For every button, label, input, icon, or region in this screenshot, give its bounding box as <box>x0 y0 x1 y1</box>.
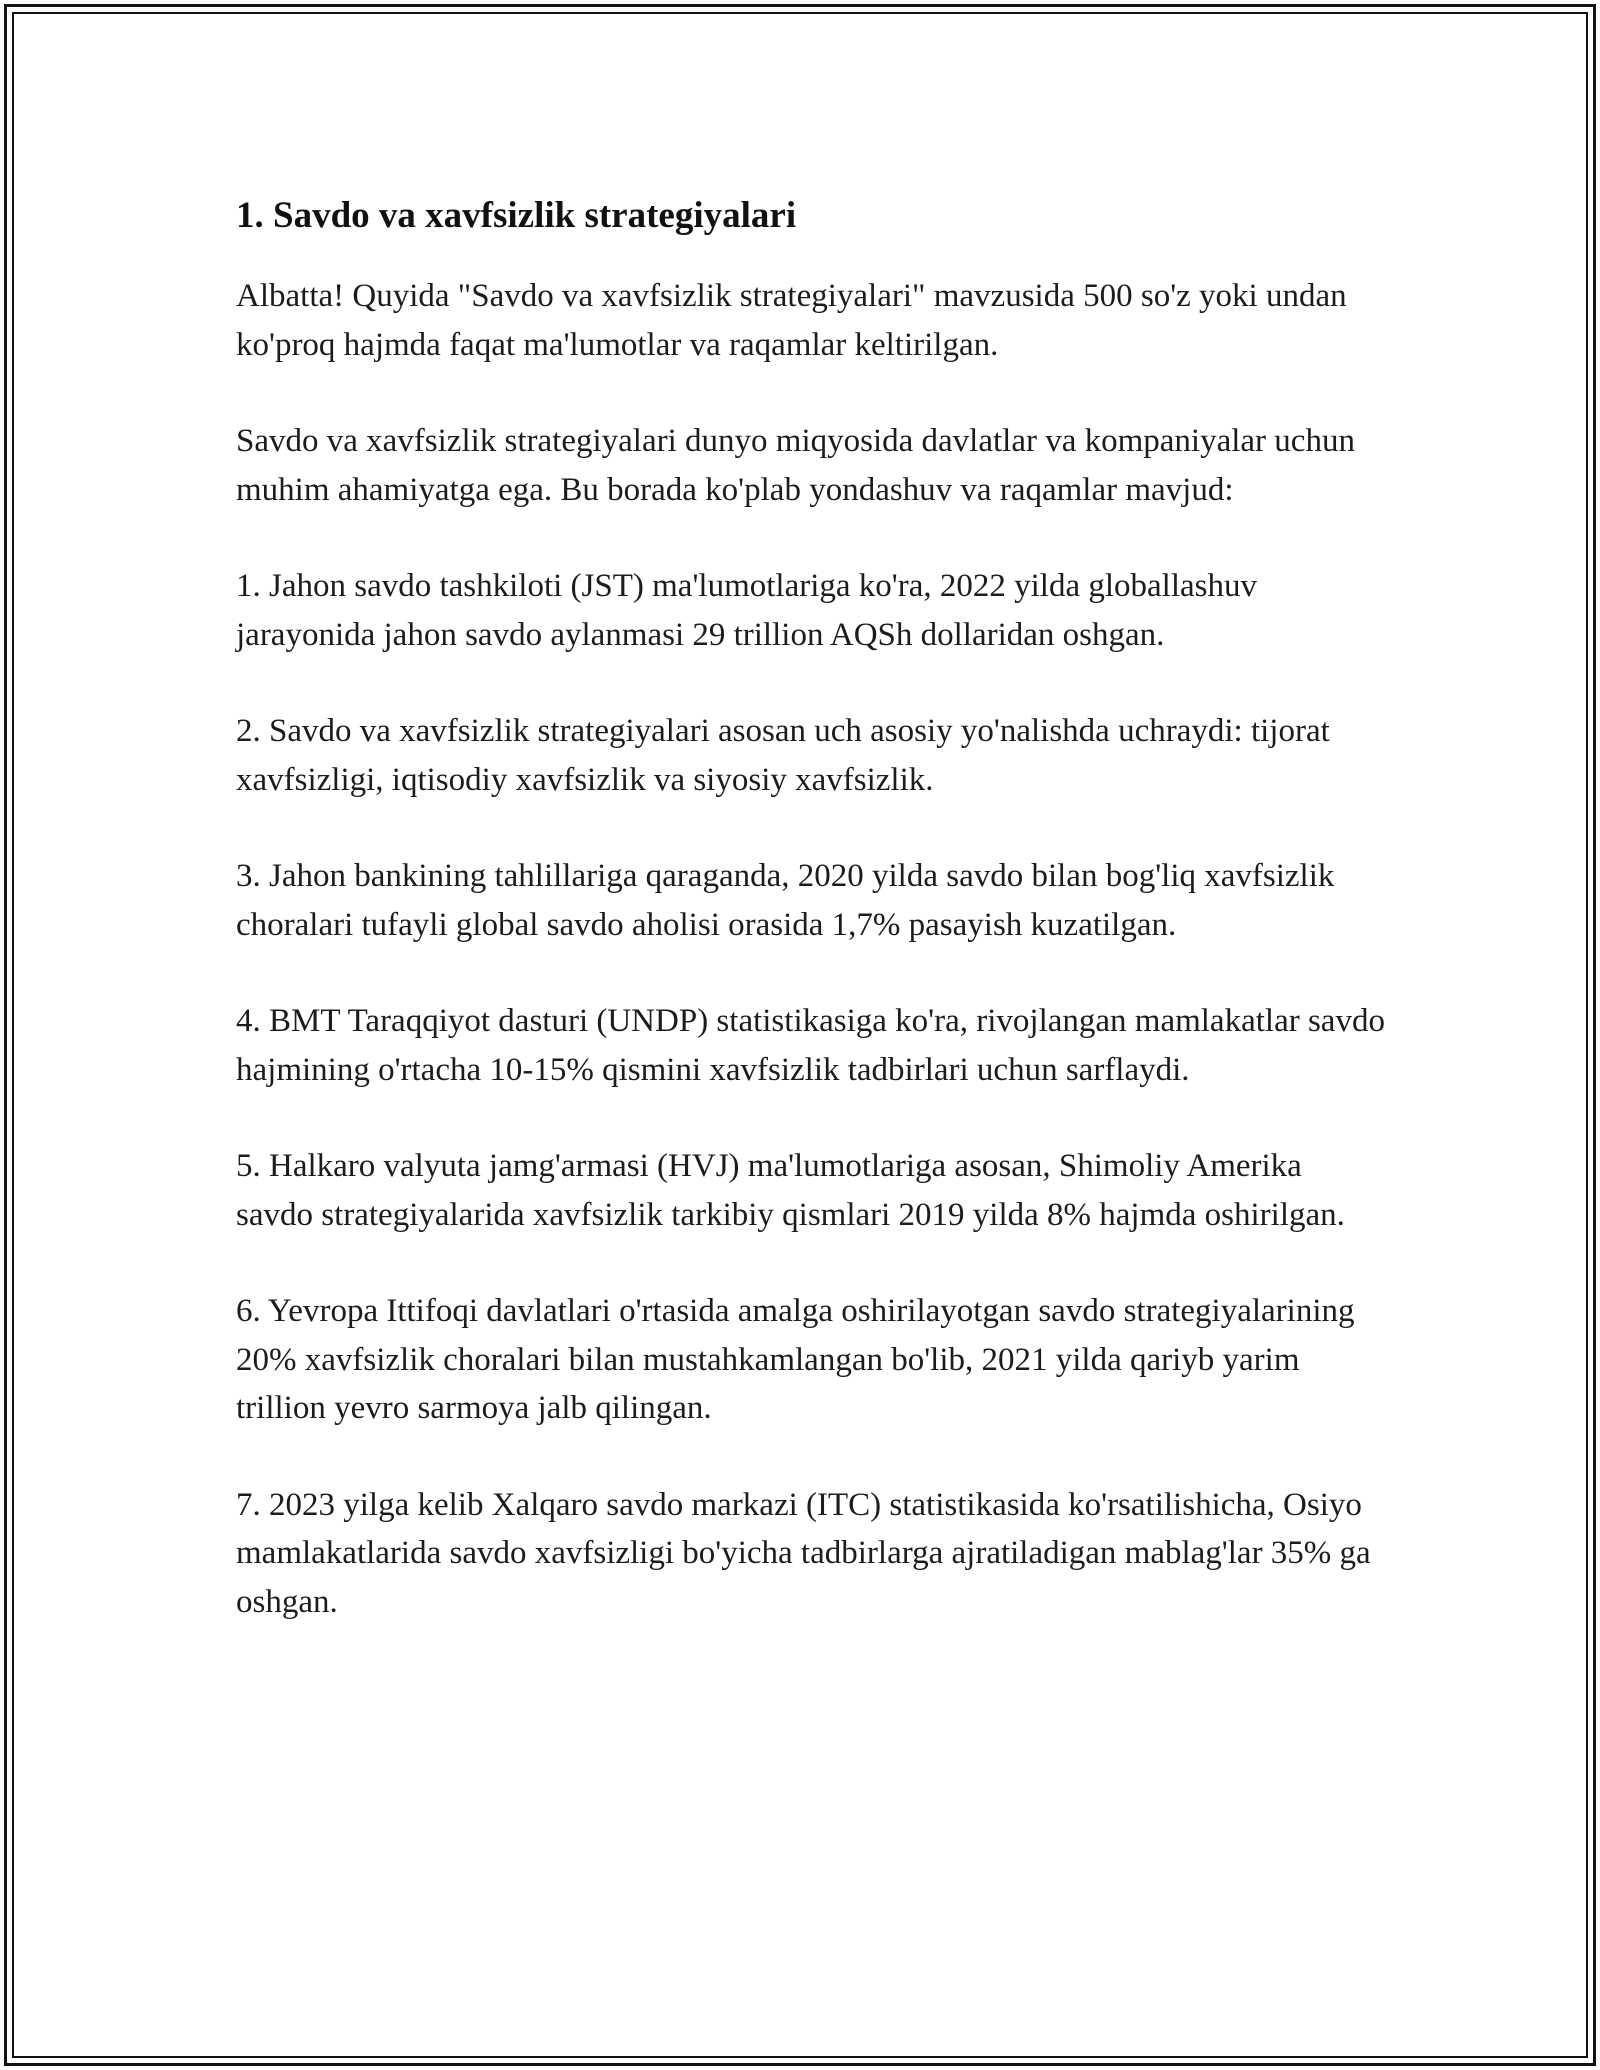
document-title: 1. Savdo va xavfsizlik strategiyalari <box>236 195 797 236</box>
list-item-3: 3. Jahon bankining tahlillariga qaraganda, 2020 yilda savdo bilan bog'liq xavfsizlik choralari tufayli global savdo aholisi orasida 1,7% pasayish kuzatilgan. <box>236 858 1335 943</box>
list-item-1: 1. Jahon savdo tashkiloti (JST) ma'lumotlariga ko'ra, 2022 yilda globallashuv jarayonida jahon savdo aylanmasi 29 trillion AQSh dollaridan oshgan. <box>236 568 1257 653</box>
list-item-7: 7. 2023 yilga kelib Xalqaro savdo markazi (ITC) statistikasida ko'rsatilishicha, Osiyo mamlakatlarida savdo xavfsizligi bo'yicha tadbirlarga ajratiladigan mablag'lar 35% ga oshgan. <box>236 1486 1371 1620</box>
overview-paragraph: Savdo va xavfsizlik strategiyalari dunyo miqyosida davlatlar va kompaniyalar uchun muhim ahamiyatga ega. Bu borada ko'plab yondashuv va raqamlar mavjud: <box>236 423 1355 508</box>
list-item-6: 6. Yevropa Ittifoqi davlatlari o'rtasida amalga oshirilayotgan savdo strategiyalarining 20% xavfsizlik choralari bilan mustahkamlangan bo'lib, 2021 yilda qariyb yarim trillion yevro sarmoya jalb qilingan. <box>236 1293 1355 1426</box>
intro-paragraph: Albatta! Quyida "Savdo va xavfsizlik strategiyalari" mavzusida 500 so'z yoki undan ko'proq hajmda faqat ma'lumotlar va raqamlar keltirilgan. <box>236 278 1347 363</box>
list-item-2: 2. Savdo va xavfsizlik strategiyalari asosan uch asosiy yo'nalishda uchraydi: tijorat xavfsizligi, iqtisodiy xavfsizlik va siyosiy xavfsizlik. <box>236 713 1330 798</box>
document-body <box>236 188 1386 1674</box>
list-item-4: 4. BMT Taraqqiyot dasturi (UNDP) statistikasiga ko'ra, rivojlangan mamlakatlar savdo hajmining o'rtacha 10-15% qismini xavfsizlik tadbirlari uchun sarflaydi. <box>236 1003 1385 1088</box>
list-item-5: 5. Halkaro valyuta jamg'armasi (HVJ) ma'lumotlariga asosan, Shimoliy Amerika savdo strategiyalarida xavfsizlik tarkibiy qismlari 2019 yilda 8% hajmda oshirilgan. <box>236 1148 1345 1233</box>
